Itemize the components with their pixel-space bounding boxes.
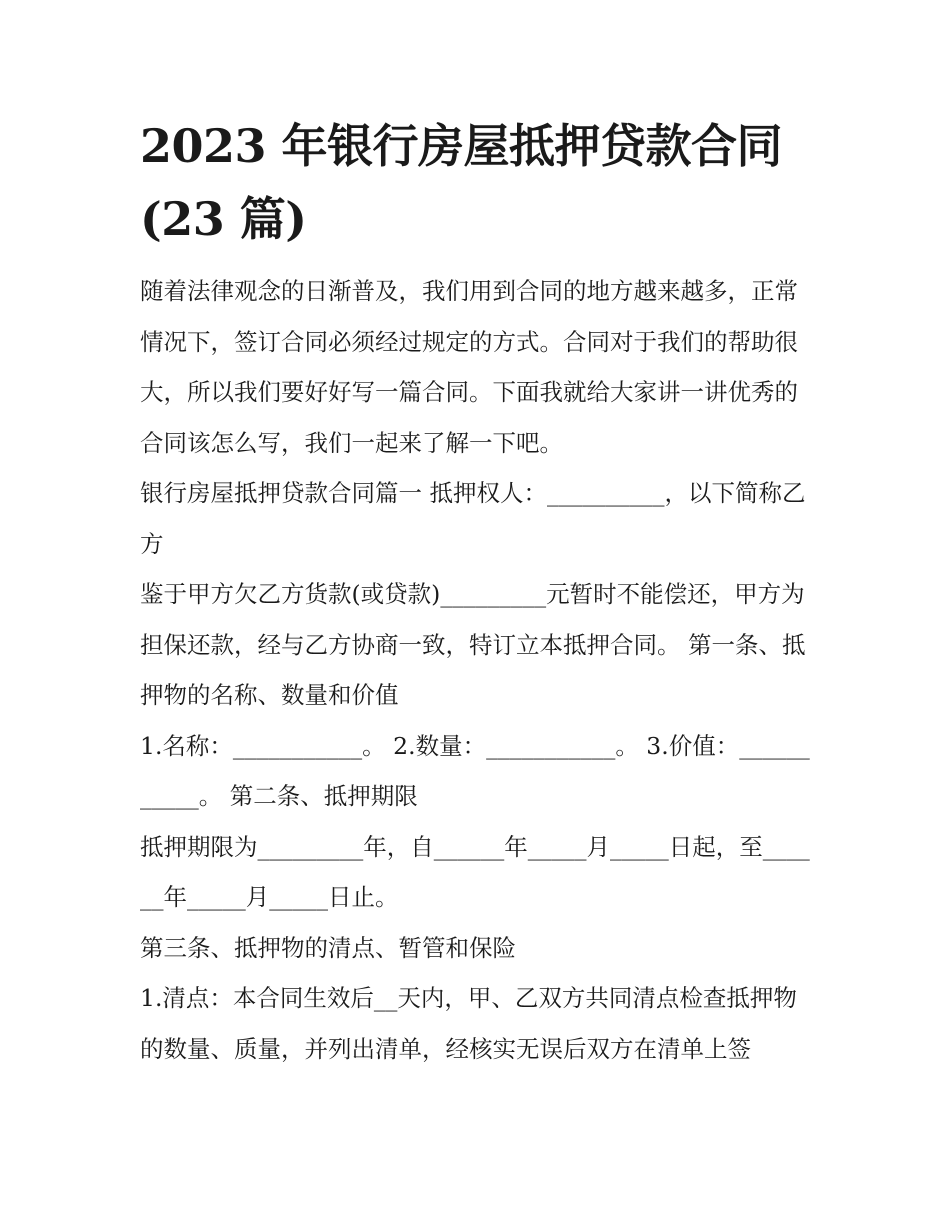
paragraph-term: 抵押期限为_________年，自______年_____月_____日起，至______年_____月_____日止。 [140,832,810,911]
paragraph-inventory: 1.清点：本合同生效后__天内，甲、乙双方共同清点检查抵押物的数量、质量，并列出清单，经核实无误后双方在清单上签 [140,984,797,1063]
paragraph-mortgagee: 银行房屋抵押贷款合同篇一 抵押权人：__________，以下简称乙方 [140,479,806,558]
paragraph-intro: 随着法律观念的日渐普及，我们用到合同的地方越来越多，正常情况下，签订合同必须经过规定的方式。合同对于我们的帮助很大，所以我们要好好写一篇合同。下面我就给大家讲一讲优秀的合同该怎么写，我们一起来了解一下吧。 [140,277,798,457]
document-title: 2023 年银行房屋抵押贷款合同(23 篇) [140,119,783,246]
paragraph-article-1-items: 1.名称：___________。 2.数量：___________。 3.价值：___________。 第二条、抵押期限 [140,731,810,810]
paragraph-article-3-heading: 第三条、抵押物的清点、暂管和保险 [140,933,516,962]
document-page [140,110,815,1074]
paragraph-preamble: 鉴于甲方欠乙方货款(或贷款)_________元暂时不能偿还，甲方为担保还款，经与乙方协商一致，特订立本抵押合同。 第一条、抵押物的名称、数量和价值 [140,580,806,709]
